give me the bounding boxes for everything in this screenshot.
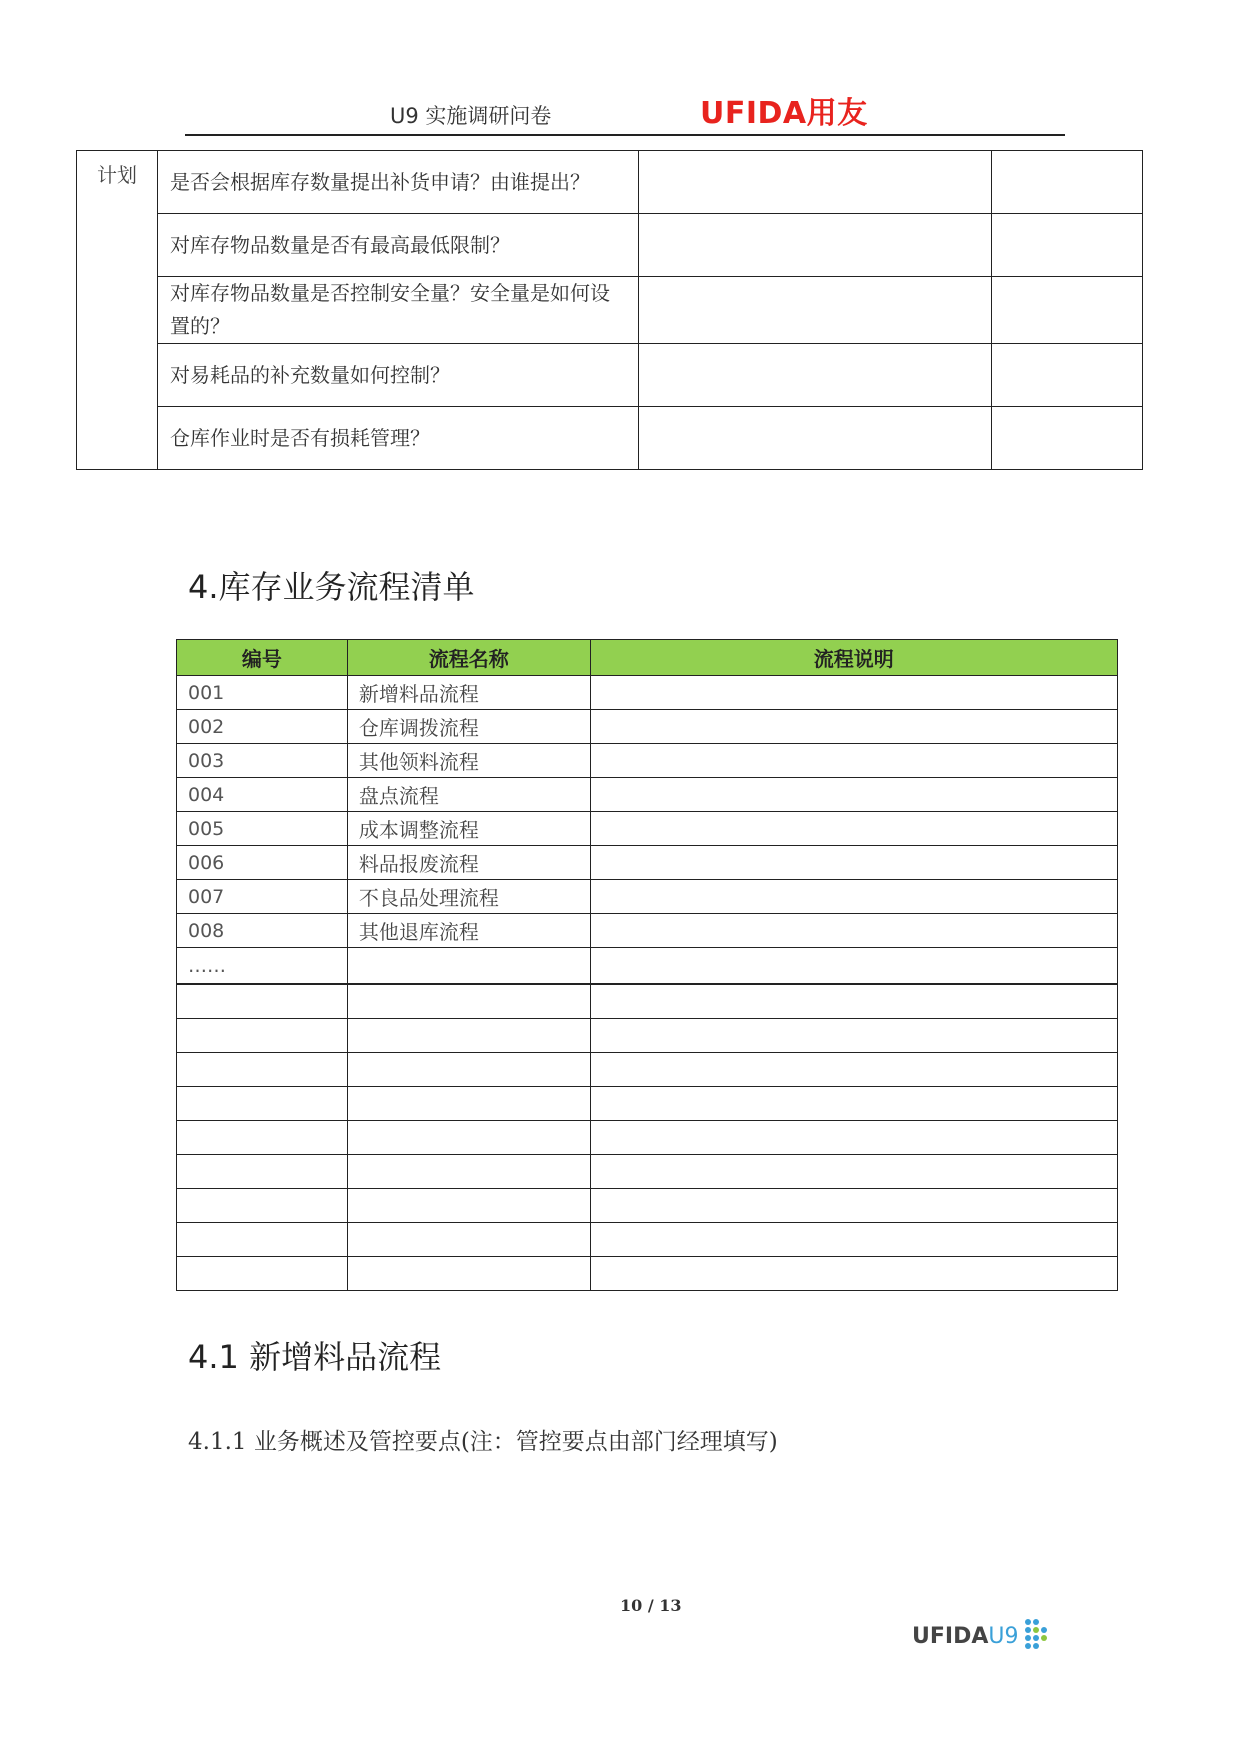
process-id-cell xyxy=(177,1223,348,1257)
plan-answer-cell[interactable] xyxy=(639,151,992,214)
process-id-cell: 007 xyxy=(177,880,348,914)
ufida-u9-logo xyxy=(912,1618,1052,1658)
process-id-cell xyxy=(177,984,348,1019)
plan-note-cell[interactable] xyxy=(992,407,1143,470)
column-header-id: 编号 xyxy=(177,640,348,676)
process-description-cell[interactable] xyxy=(590,914,1117,948)
table-row xyxy=(177,1189,1118,1223)
process-description-cell[interactable] xyxy=(590,1053,1117,1087)
process-description-cell[interactable] xyxy=(590,1189,1117,1223)
process-name-cell: 料品报废流程 xyxy=(347,846,590,880)
process-name-cell xyxy=(347,1121,590,1155)
plan-table-row xyxy=(77,151,1143,214)
table-row xyxy=(177,1019,1118,1053)
plan-question-cell: 是否会根据库存数量提出补货申请？由谁提出？ xyxy=(158,151,639,214)
table-row xyxy=(177,846,1118,880)
process-name-cell xyxy=(347,1019,590,1053)
process-id-cell xyxy=(177,1019,348,1053)
process-id-cell xyxy=(177,1087,348,1121)
process-list-table xyxy=(176,639,1118,1291)
process-name-cell xyxy=(347,1257,590,1291)
footer-logo-brand: UFIDA xyxy=(912,1624,989,1649)
plan-answer-cell[interactable] xyxy=(639,214,992,277)
process-description-cell[interactable] xyxy=(590,1155,1117,1189)
process-id-cell: …… xyxy=(177,948,348,985)
table-row xyxy=(177,1053,1118,1087)
process-id-cell xyxy=(177,1121,348,1155)
process-id-cell xyxy=(177,1155,348,1189)
process-name-cell: 新增料品流程 xyxy=(347,676,590,710)
process-id-cell xyxy=(177,1257,348,1291)
table-header-row xyxy=(177,640,1118,676)
table-row xyxy=(177,778,1118,812)
table-row xyxy=(177,984,1118,1019)
process-description-cell[interactable] xyxy=(590,812,1117,846)
process-description-cell[interactable] xyxy=(590,1087,1117,1121)
process-id-cell xyxy=(177,1053,348,1087)
process-id-cell: 004 xyxy=(177,778,348,812)
process-description-cell[interactable] xyxy=(590,778,1117,812)
process-name-cell: 仓库调拨流程 xyxy=(347,710,590,744)
plan-question-cell: 对易耗品的补充数量如何控制？ xyxy=(158,344,639,407)
process-description-cell[interactable] xyxy=(590,744,1117,778)
plan-question-cell: 对库存物品数量是否控制安全量？安全量是如何设置的？ xyxy=(158,277,639,344)
column-header-name: 流程名称 xyxy=(347,640,590,676)
process-id-cell: 006 xyxy=(177,846,348,880)
process-name-cell xyxy=(347,984,590,1019)
footer-logo-text xyxy=(912,1624,1018,1649)
process-name-cell xyxy=(347,1087,590,1121)
process-id-cell: 005 xyxy=(177,812,348,846)
plan-note-cell[interactable] xyxy=(992,151,1143,214)
table-row xyxy=(177,1087,1118,1121)
plan-table-row xyxy=(77,277,1143,344)
table-row xyxy=(177,710,1118,744)
header-divider xyxy=(185,134,1065,136)
process-description-cell[interactable] xyxy=(590,880,1117,914)
table-row xyxy=(177,676,1118,710)
plan-note-cell[interactable] xyxy=(992,214,1143,277)
section-heading: 4.库存业务流程清单 xyxy=(188,568,475,606)
table-row xyxy=(177,948,1118,985)
process-description-cell[interactable] xyxy=(590,1019,1117,1053)
plan-answer-cell[interactable] xyxy=(639,277,992,344)
footer-logo-suffix: U9 xyxy=(988,1624,1019,1649)
process-name-cell xyxy=(347,1053,590,1087)
process-name-cell xyxy=(347,1223,590,1257)
subsection-heading: 4.1 新增料品流程 xyxy=(188,1338,442,1376)
plan-note-cell[interactable] xyxy=(992,344,1143,407)
document-header-title: U9 实施调研问卷 xyxy=(390,104,552,128)
plan-question-cell: 对库存物品数量是否有最高最低限制？ xyxy=(158,214,639,277)
table-row xyxy=(177,1257,1118,1291)
plan-table-row xyxy=(77,407,1143,470)
process-name-cell: 其他退库流程 xyxy=(347,914,590,948)
plan-question-cell: 仓库作业时是否有损耗管理？ xyxy=(158,407,639,470)
process-name-cell: 其他领料流程 xyxy=(347,744,590,778)
process-name-cell: 盘点流程 xyxy=(347,778,590,812)
process-description-cell[interactable] xyxy=(590,1121,1117,1155)
process-id-cell: 008 xyxy=(177,914,348,948)
plan-survey-table xyxy=(76,150,1143,470)
process-description-cell[interactable] xyxy=(590,846,1117,880)
process-description-cell[interactable] xyxy=(590,710,1117,744)
logo-dots-icon xyxy=(1024,1618,1052,1652)
process-name-cell xyxy=(347,948,590,985)
subsubsection-heading: 4.1.1 业务概述及管控要点(注：管控要点由部门经理填写) xyxy=(188,1429,778,1455)
process-id-cell: 003 xyxy=(177,744,348,778)
plan-category-cell: 计划 xyxy=(77,151,158,470)
process-description-cell[interactable] xyxy=(590,984,1117,1019)
table-row xyxy=(177,1155,1118,1189)
page-number: 10 / 13 xyxy=(620,1596,682,1615)
table-row xyxy=(177,1121,1118,1155)
plan-note-cell[interactable] xyxy=(992,277,1143,344)
plan-table-row xyxy=(77,344,1143,407)
table-row xyxy=(177,914,1118,948)
ufida-logo: UFIDA用友 xyxy=(700,96,868,131)
table-row xyxy=(177,1223,1118,1257)
process-description-cell[interactable] xyxy=(590,948,1117,985)
table-row xyxy=(177,880,1118,914)
process-name-cell: 不良品处理流程 xyxy=(347,880,590,914)
process-id-cell: 001 xyxy=(177,676,348,710)
process-description-cell[interactable] xyxy=(590,1257,1117,1291)
plan-answer-cell[interactable] xyxy=(639,407,992,470)
process-name-cell xyxy=(347,1155,590,1189)
plan-table-row xyxy=(77,214,1143,277)
table-row xyxy=(177,812,1118,846)
table-row xyxy=(177,744,1118,778)
process-id-cell: 002 xyxy=(177,710,348,744)
process-name-cell: 成本调整流程 xyxy=(347,812,590,846)
process-id-cell xyxy=(177,1189,348,1223)
process-description-cell[interactable] xyxy=(590,676,1117,710)
process-name-cell xyxy=(347,1189,590,1223)
process-description-cell[interactable] xyxy=(590,1223,1117,1257)
plan-answer-cell[interactable] xyxy=(639,344,992,407)
column-header-description: 流程说明 xyxy=(590,640,1117,676)
